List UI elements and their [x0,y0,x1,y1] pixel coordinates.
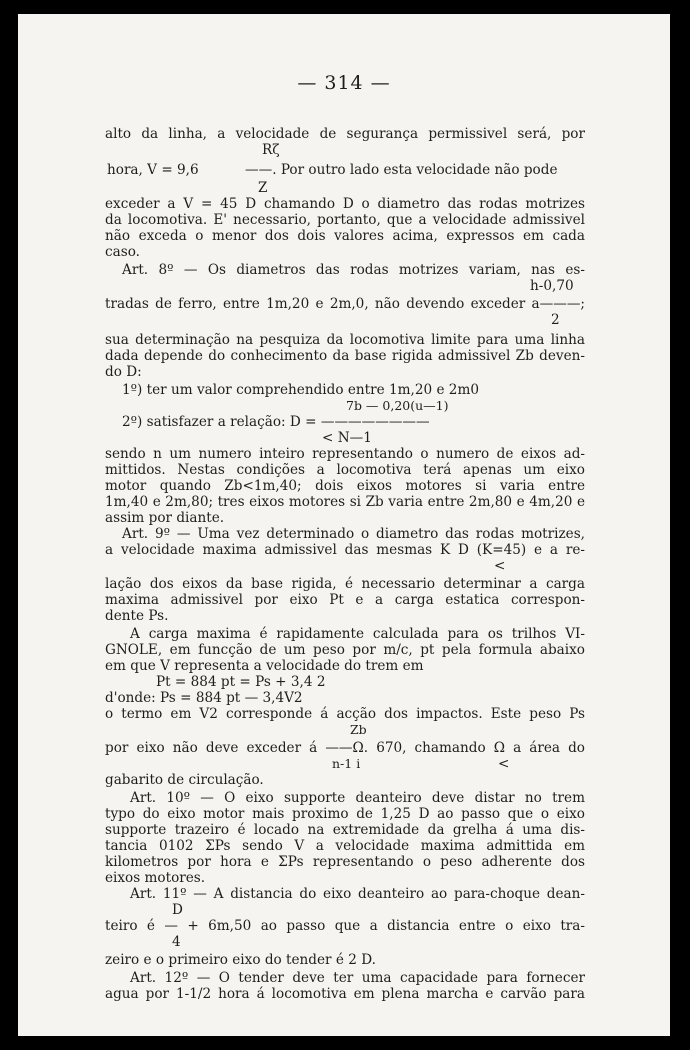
text-line: assim por diante. [105,510,225,526]
text-line: tradas de ferro, entre 1m,20 e 2m,0, não devendo exceder a———; [105,296,585,312]
text-line: supporte trazeiro é locado na extremidade da grelha á uma dis- [105,822,585,838]
formula-denominator: 2 [551,312,560,328]
formula-numerator: D [172,902,183,918]
formula-denominator: 4 [172,934,181,950]
text-line: maxima admissivel por eixo Pt e a carga estatica correspon- [105,592,585,608]
text-line: por eixo não deve exceder á ——Ω. 670, chamando Ω a área do [105,740,585,756]
text-line: a velocidade maxima admissivel das mesmas K D (K=45) e a re- [105,542,585,558]
text-line: Art. 9º — Uma vez determinado o diametro das rodas motrizes, [122,526,585,542]
text-line: em que V representa a velocidade do trem em [105,658,424,674]
text-line: dente Ps. [105,608,169,624]
formula-denominator: Z [258,180,268,196]
book-page [18,14,670,1036]
text-line: eixos motores. [105,870,206,886]
text-line: Art. 10º — O eixo supporte deanteiro deve distar no trem [130,790,585,806]
formula-line: Pt = 884 pt = Ps + 3,4 2 [156,674,326,690]
text-line: agua por 1-1/2 hora á locomotiva em plena marcha e carvão para [105,986,585,1002]
formula-denominator: n-1 i [332,756,361,771]
formula-denominator: < N—1 [322,430,372,446]
formula-numerator: 7b — 0,20(u—1) [346,398,449,413]
text-line: 1m,40 e 2m,80; tres eixos motores si Zb varia entre 2m,80 e 4m,20 e [105,494,585,510]
text-line: 1º) ter um valor comprehendido entre 1m,20 e 2m0 [122,382,479,398]
text-line: tancia 0102 ΣPs sendo V a velocidade maxima admittida em [105,838,585,854]
text-line: Art. 12º — O tender deve ter uma capacidade para fornecer [130,970,585,986]
text-line: não exceda o menor dos dois valores acima, expressos em cada [105,228,585,244]
text-line: o termo em V2 corresponde á acção dos impactos. Este peso Ps [105,706,585,722]
text-line: lação dos eixos da base rigida, é necessario determinar a carga [105,576,585,592]
text-line: mittidos. Nestas condições a locomotiva terá apenas um eixo [105,462,585,478]
formula-numerator: Zb [350,722,367,737]
formula-numerator: Rζ [262,142,280,158]
text-line: sua determinação na pesquiza da locomotiva limite para uma linha [105,332,585,348]
formula-numerator: h-0,70 [530,278,574,294]
text-line: teiro é — + 6m,50 ao passo que a distancia entre o eixo tra- [105,918,585,934]
text-line: hora, V = 9,6 [107,162,199,178]
text-line: kilometros por hora e ΣPs representando o peso adherente dos [105,854,585,870]
text-line: alto da linha, a velocidade de segurança permissivel será, por [105,126,585,142]
formula-line: d'onde: Ps = 884 pt — 3,4V2 [105,690,303,706]
page-number: — 314 — [297,72,391,94]
text-line: Art. 8º — Os diametros das rodas motrizes variam, nas es- [122,262,585,278]
text-line: da locomotiva. E' necessario, portanto, que a velocidade admissivel [105,212,585,228]
text-line: gabarito de circulação. [105,772,264,788]
text-line: A carga maxima é rapidamente calculada para os trilhos VI- [130,626,585,642]
text-line: exceder a V = 45 D chamando D o diametro das rodas motrizes [105,196,585,212]
text-line: 2º) satisfazer a relação: D = ———————— [122,414,430,430]
text-line: ——. Por outro lado esta velocidade não pode [245,162,558,178]
text-line: caso. [105,244,140,260]
text-line: dada depende do conhecimento da base rigida admissivel Zb deven- [105,348,585,364]
text-line: sendo n um numero inteiro representando o numero de eixos ad- [105,446,585,462]
text-line: do D: [105,364,142,380]
text-line: Art. 11º — A distancia do eixo deanteiro ao para-choque dean- [130,886,585,902]
text-line: motor quando Zb<1m,40; dois eixos motores si varia entre [105,478,585,494]
text-line: zeiro e o primeiro eixo do tender é 2 D. [105,952,376,968]
formula-symbol: < [498,756,510,772]
text-line: GNOLE, em funcção de um peso por m/c, pt pela formula abaixo [105,642,585,658]
formula-symbol: < [494,558,506,574]
text-line: typo do eixo motor mais proximo de 1,25 D ao passo que o eixo [105,806,585,822]
